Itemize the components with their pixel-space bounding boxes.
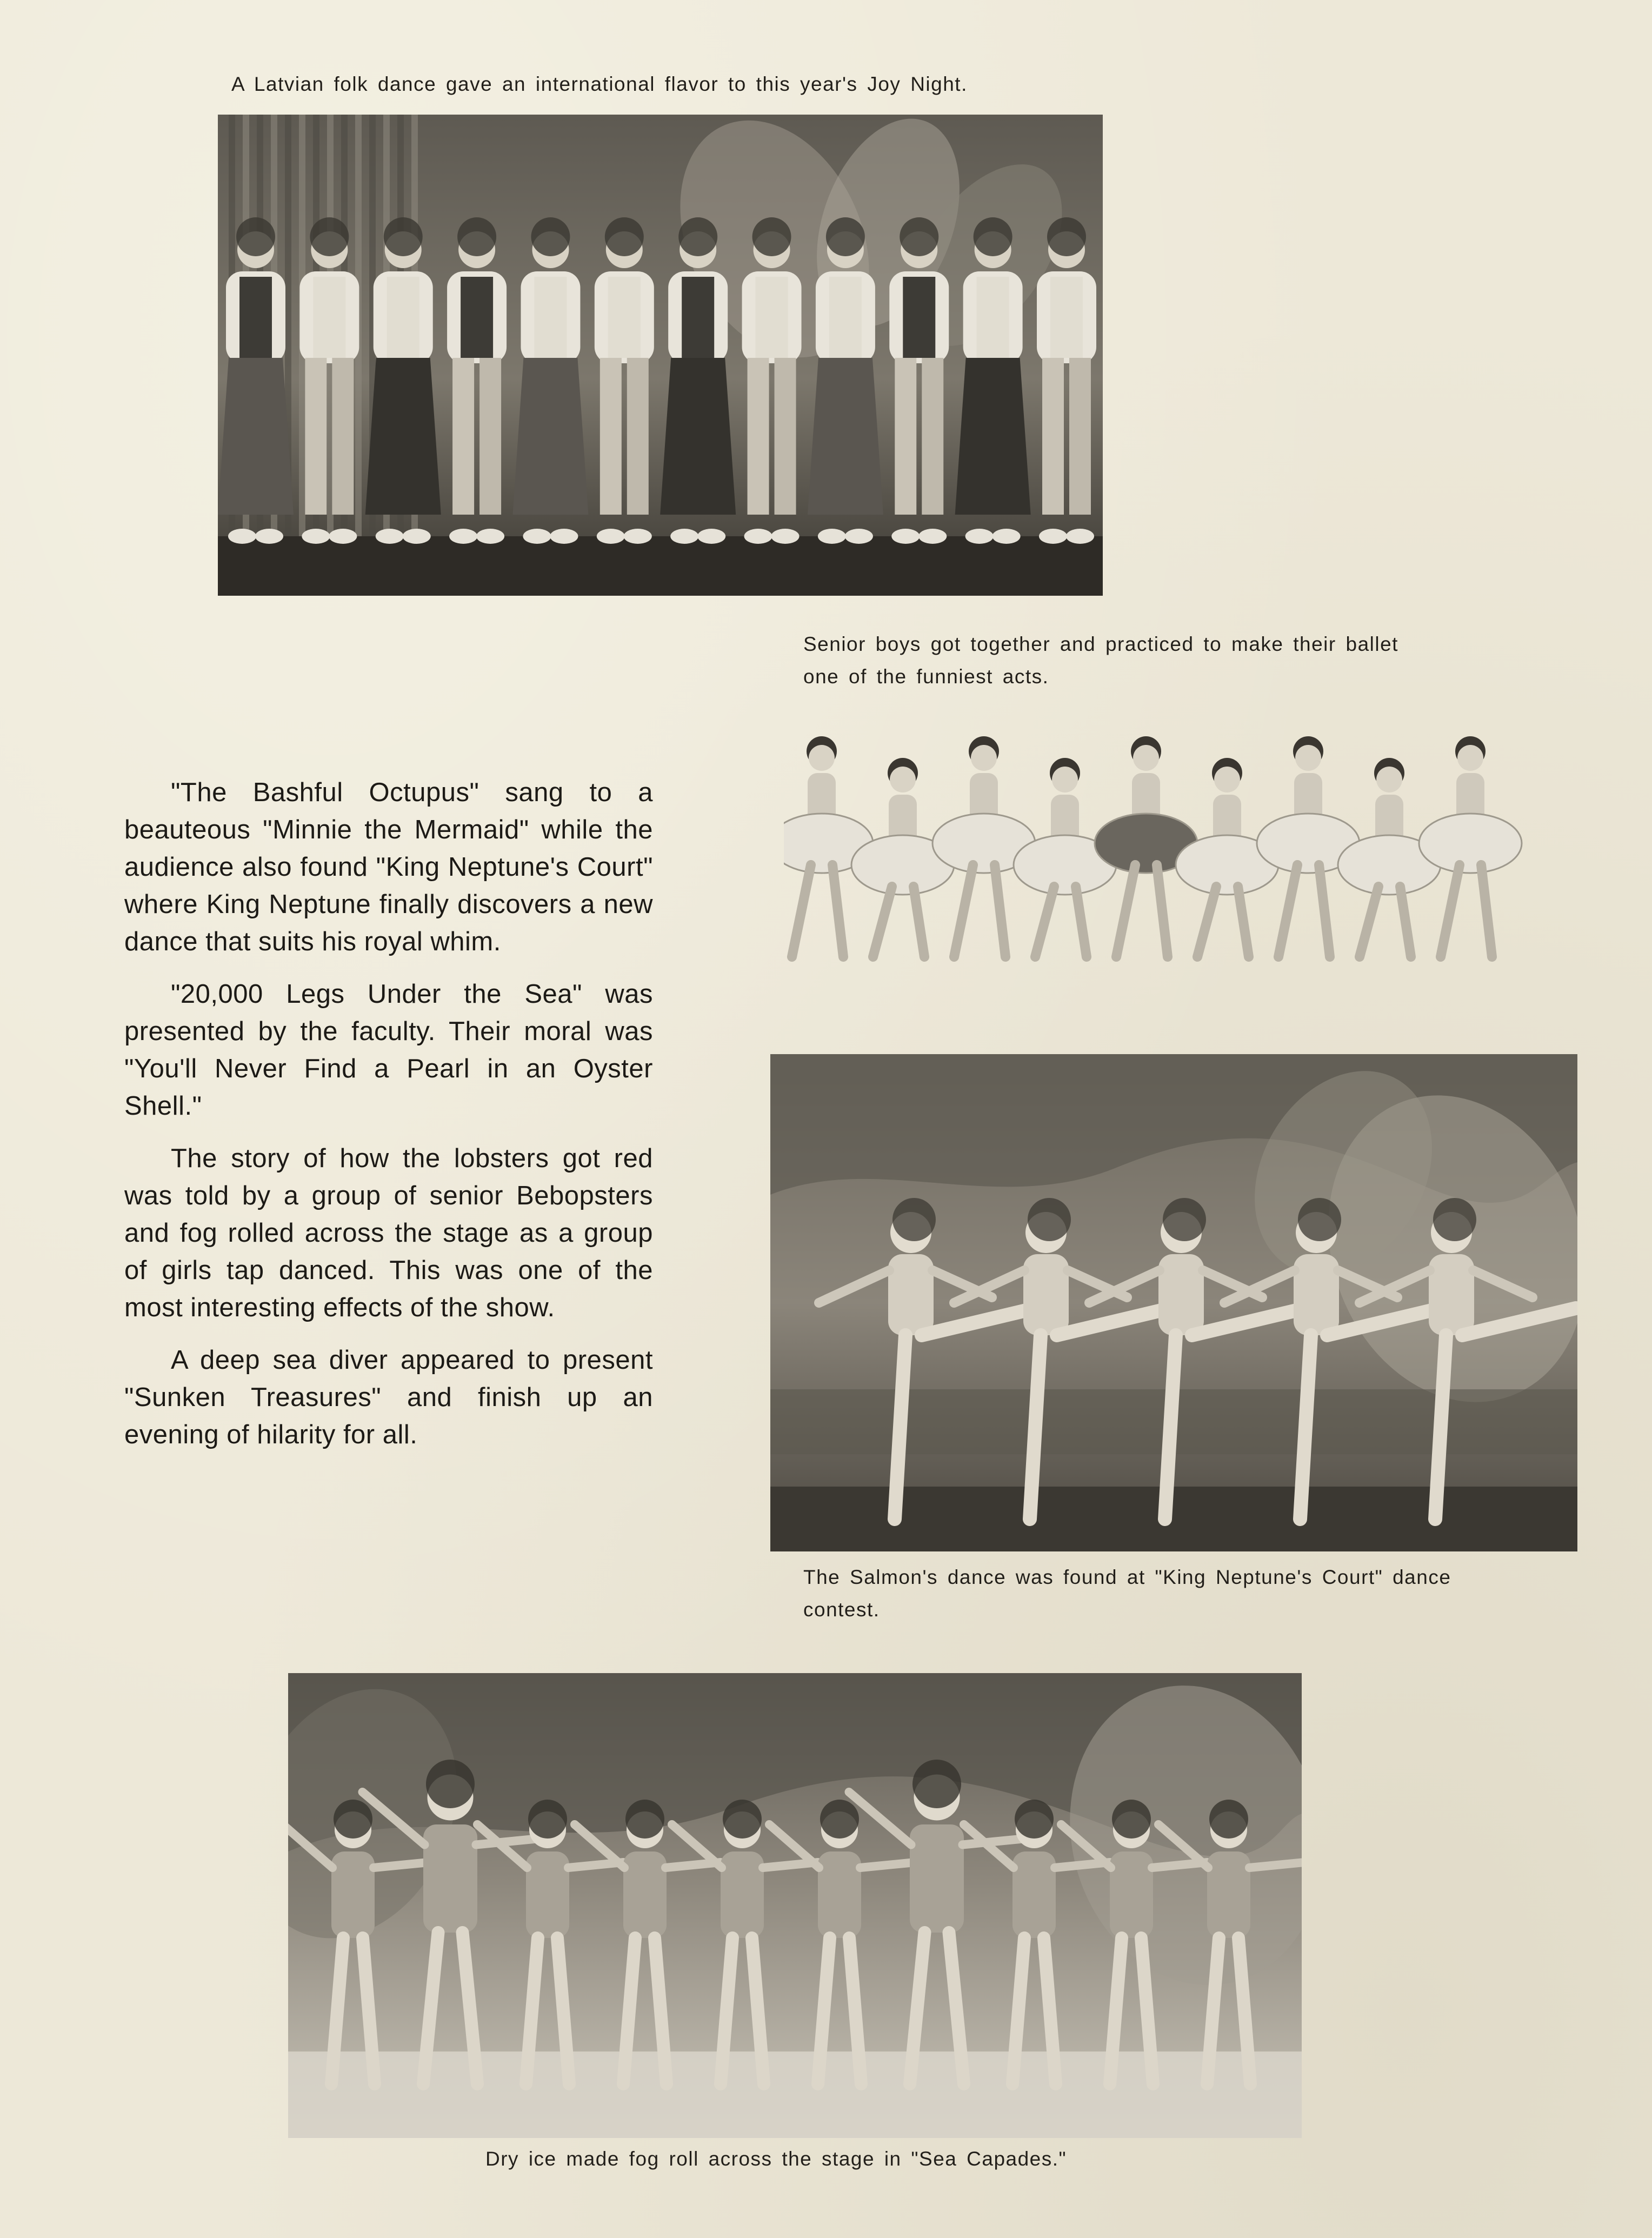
article-paragraph: "20,000 Legs Under the Sea" was presented by the faculty. Their moral was "You'll Never Find a Pearl in an Oyster Shell." bbox=[124, 980, 653, 1121]
ballet-dancer-figure bbox=[784, 736, 873, 957]
caption-salmon-line-1: The Salmon's dance was found at "King Neptune's Court" dance bbox=[803, 1566, 1451, 1588]
caption-sea-capades: Dry ice made fog roll across the stage in "Sea Capades." bbox=[485, 2148, 1067, 2170]
photo-senior-boys-ballet bbox=[784, 719, 1546, 989]
ballet-dancer-figure bbox=[1257, 736, 1360, 957]
article-paragraph: "The Bashful Octupus" sang to a beauteous "Minnie the Mermaid" while the audience also found "King Neptune's Court" where King Neptune finally discovers a new dance that suits his royal whim. bbox=[124, 778, 653, 956]
caption-ballet-line-1: Senior boys got together and practiced to make their ballet bbox=[803, 633, 1398, 655]
photo-salmon-dance bbox=[770, 1054, 1577, 1551]
article-text bbox=[124, 774, 653, 1469]
photo-latvian-folk-dance bbox=[218, 115, 1103, 596]
ballet-dancer-figure bbox=[932, 736, 1035, 957]
caption-ballet-line-2: one of the funniest acts. bbox=[803, 665, 1049, 688]
ballet-dancer-figure bbox=[1095, 736, 1197, 957]
article-paragraph: A deep sea diver appeared to present "Sunken Treasures" and finish up an evening of hilarity for all. bbox=[124, 1346, 653, 1449]
article-paragraph: The story of how the lobsters got red was told by a group of senior Bebopsters and fog rolled across the stage as a group of girls tap danced. This was one of the most interesting effects of the show. bbox=[124, 1144, 653, 1322]
caption-latvian-folk-dance: A Latvian folk dance gave an international flavor to this year's Joy Night. bbox=[231, 73, 968, 95]
ballet-dancer-figure bbox=[1419, 736, 1522, 957]
photo-sea-capades bbox=[288, 1673, 1302, 2138]
caption-senior-boys-ballet bbox=[803, 628, 1398, 693]
caption-salmon-line-2: contest. bbox=[803, 1598, 880, 1621]
caption-salmon-dance bbox=[803, 1561, 1451, 1626]
